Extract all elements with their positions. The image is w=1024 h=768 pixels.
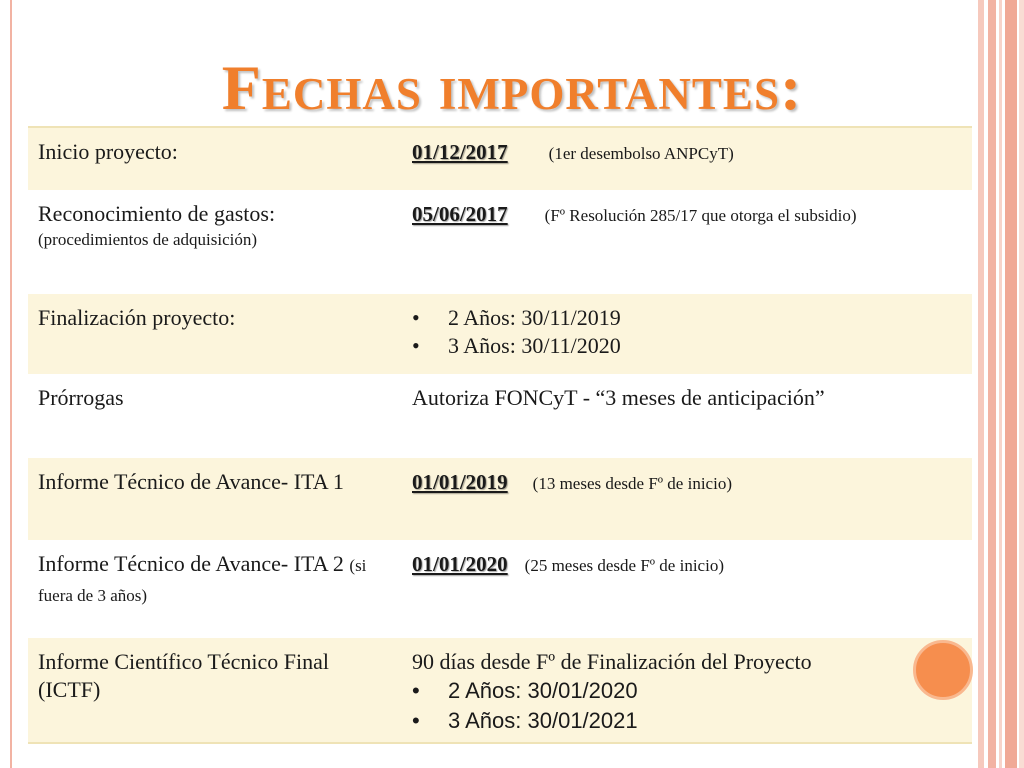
- bullet-text: 2 Años: 30/01/2020: [448, 678, 638, 703]
- row-date: 05/06/2017: [412, 202, 508, 226]
- row-value: [402, 638, 972, 742]
- bullet-glyph: •: [412, 305, 420, 330]
- table-row: [28, 128, 972, 190]
- row-label: [28, 540, 402, 638]
- row-label-text: Informe Técnico de Avance- ITA 2: [38, 551, 344, 576]
- bullet-glyph: •: [412, 678, 420, 703]
- row-label-text: Finalización proyecto:: [38, 305, 236, 330]
- table-row: [28, 540, 972, 638]
- row-note: (25 meses desde Fº de inicio): [524, 556, 724, 575]
- table-row: [28, 458, 972, 540]
- table-row: [28, 638, 972, 742]
- row-label-text: Prórrogas: [38, 385, 124, 410]
- row-value: [402, 540, 972, 638]
- row-label: [28, 128, 402, 190]
- row-label-text: Informe Científico Técnico Final (ICTF): [38, 649, 330, 702]
- dates-table: [28, 126, 972, 744]
- decorative-circle: [913, 640, 973, 700]
- row-text: Autoriza FONCyT - “3 meses de anticipación”: [412, 385, 825, 410]
- row-value: [402, 190, 972, 294]
- bullet-item: [412, 706, 962, 736]
- bullet-item: [412, 332, 962, 360]
- bullet-text: 3 Años: 30/11/2020: [448, 333, 621, 358]
- bullet-item: [412, 676, 962, 706]
- row-note: (Fº Resolución 285/17 que otorga el subsidio): [544, 206, 857, 225]
- row-date: 01/12/2017: [412, 140, 508, 164]
- bullet-item: [412, 304, 962, 332]
- bullet-text: 2 Años: 30/11/2019: [448, 305, 621, 330]
- row-label-text: Reconocimiento de gastos:: [38, 201, 276, 226]
- row-note: (13 meses desde Fº de inicio): [532, 474, 732, 493]
- row-label: [28, 374, 402, 458]
- row-date: 01/01/2019: [412, 470, 508, 494]
- row-label-text: Inicio proyecto:: [38, 139, 178, 164]
- bullet-text: 3 Años: 30/01/2021: [448, 708, 638, 733]
- row-label: [28, 638, 402, 742]
- page-title: Fechas importantes:: [221, 52, 803, 123]
- row-label: [28, 458, 402, 540]
- table-row: [28, 374, 972, 458]
- row-value: [402, 294, 972, 374]
- row-label-sub: (si fuera de 3 años): [38, 556, 367, 605]
- bullet-glyph: •: [412, 708, 420, 733]
- table-row: [28, 190, 972, 294]
- row-value: [402, 128, 972, 190]
- row-label: [28, 190, 402, 294]
- row-label: [28, 294, 402, 374]
- row-note: (1er desembolso ANPCyT): [548, 144, 734, 163]
- row-date: 01/01/2020: [412, 552, 508, 576]
- row-label-text: Informe Técnico de Avance- ITA 1: [38, 469, 344, 494]
- bullet-glyph: •: [412, 333, 420, 358]
- table-row: [28, 294, 972, 374]
- row-label-sub: (procedimientos de adquisición): [38, 230, 258, 249]
- row-value: [402, 374, 972, 458]
- row-text: 90 días desde Fº de Finalización del Proyecto: [412, 649, 812, 674]
- row-value: [402, 458, 972, 540]
